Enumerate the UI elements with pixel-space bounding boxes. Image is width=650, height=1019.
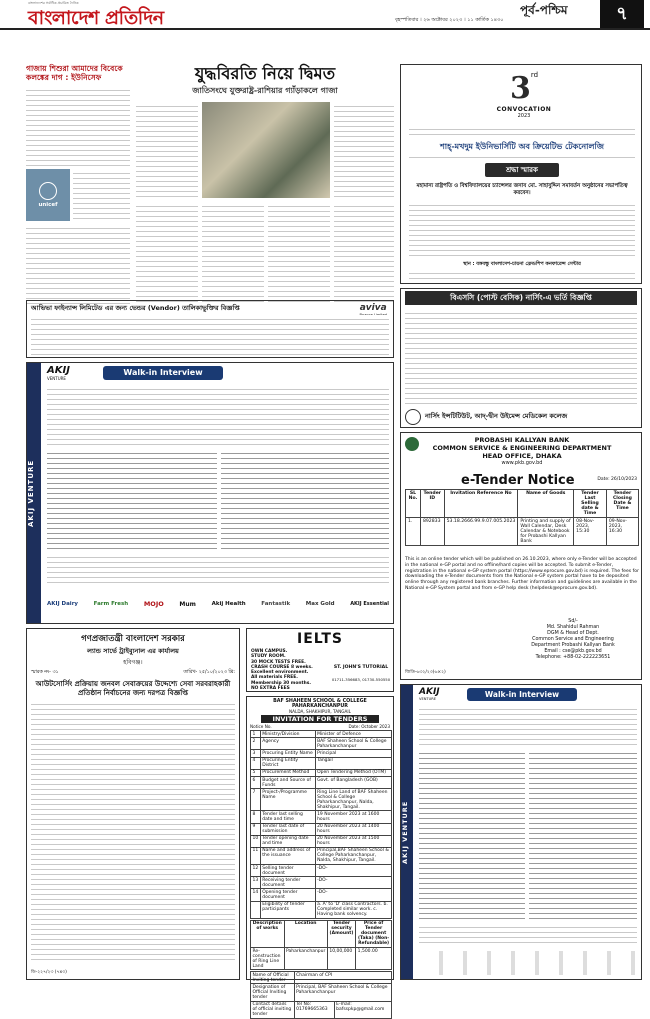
tender-address: NALDA, SHAKHIPUR, TANGAIL	[289, 709, 351, 714]
brand-logo: MOJO	[143, 600, 164, 608]
feature-item: Excellent environment.	[251, 670, 309, 676]
brand-logo-strip	[47, 589, 389, 619]
table-row: Eligibility of tender participants a. A' to 'D' class Contractors. b. Completed similar work. c. Having bank solvency.	[251, 901, 392, 918]
venue: স্থান : বঙ্গবন্ধু বাংলাদেশ-চায়না ফ্রেন্ডশিপ কনফারেন্স সেন্টার	[463, 261, 581, 267]
table-row: 13 Receiving tender document -DO-	[251, 877, 392, 889]
walk-in-badge: Walk-in Interview	[103, 366, 223, 380]
job-table	[47, 449, 217, 549]
memo-line: স্মারক নং- ৩১ তারিখ- ২৫/১০/২০২৩ খ্রি:	[31, 670, 235, 675]
convocation-emblem: 3rd CONVOCATION 2023	[496, 71, 552, 119]
aviva-logo: aviva	[359, 303, 387, 313]
table-row: 8 Tender last selling date and time 19 November 2023 at 1600 hours	[251, 811, 392, 823]
ad-text	[409, 269, 635, 279]
table-cell: 53.18.2666.99.9.07.005.2023	[444, 518, 518, 546]
table-row: 3 Procuring Entity Name Principal	[251, 750, 392, 757]
university-name: শাহ্-মখদুম ইউনিভার্সিটি অব ক্রিয়েটিভ টেকনোলজি	[440, 142, 604, 151]
bank-name: PROBASHI KALLYAN BANK	[474, 436, 570, 444]
table-cell: 1.	[406, 518, 421, 546]
ad-text	[31, 700, 235, 962]
table-row: 10 Tender opening date and time 20 November 2023 at 1500 hours	[251, 835, 392, 847]
job-table	[221, 449, 389, 549]
job-table	[419, 749, 525, 919]
land-survey-tender	[26, 628, 240, 980]
article-body	[202, 202, 264, 302]
bank-department: COMMON SERVICE & ENGINEERING DEPARTMENT	[432, 444, 612, 452]
ielts-ad	[246, 628, 394, 692]
unicef-photo	[26, 169, 70, 221]
feature-item: CRASH COURSE 8 weeks.	[251, 664, 313, 670]
institute-emblem-icon	[405, 409, 421, 425]
table-row: 7 Project-/Programme Name Ring Line Land of BAF Shaheen School & College Paharkanchanpur, Nalda, Shakhipur, Tangail.	[251, 789, 392, 811]
ad-text	[419, 705, 637, 745]
feature-item: STUDY ROOM.	[251, 654, 286, 660]
etender-title: e-Tender Notice	[461, 473, 575, 488]
table-row: Designation of Official Inviting tender Principal, BAF Shaheen School & College Paharkanchanpur	[251, 984, 392, 1001]
logo-tagline: বাংলাদেশের সর্বাধিক প্রচারিত দৈনিক	[28, 1, 79, 5]
tender-notice-line: Notice No. Date: October 2023	[250, 724, 390, 729]
table-header: Tender Closing Date & Time	[606, 490, 638, 518]
table-row: 2 Agency BAF Shaheen School & College Paharkanchanpur	[251, 738, 392, 750]
unicef-logo: unicef	[38, 202, 58, 208]
table-row: Name of Official Inviting tender Chairman of CPI	[251, 972, 392, 984]
lead-article	[136, 64, 394, 294]
brand-logo: Max Gold	[305, 601, 335, 607]
table-row: 4 Procuring Entity District Tangail	[251, 757, 392, 769]
feature-item: All materials FREE.	[251, 675, 298, 681]
article-body	[334, 102, 394, 198]
table-row: 6 Budget and Source of Funds Govt. of Bangladesh (GOB)	[251, 776, 392, 788]
feature-item: Membership 30 months.	[251, 680, 311, 686]
article-body	[136, 202, 198, 302]
ad-text	[419, 923, 637, 947]
unicef-article	[26, 64, 130, 294]
ielts-features	[251, 649, 327, 691]
baf-tender-notice	[246, 696, 394, 1018]
ad-text	[409, 125, 635, 139]
notice-date: Date: 26/10/2023	[597, 477, 637, 482]
table-cell: 08-Nov-2023, 15:30	[574, 518, 607, 546]
brand-logo: AKIJ Essential	[350, 601, 389, 607]
table-row: 14 Opening tender document -DO-	[251, 889, 392, 901]
tutorial-phone: 01711-356683, 01730-550550	[331, 677, 391, 682]
akij-walkin-ad-top	[26, 362, 394, 624]
table-row	[406, 518, 639, 546]
akij-side-label: AKIJ VENTURE	[401, 685, 413, 979]
brand-logo-strip	[419, 951, 637, 975]
lead-subheadline: জাতিসংঘে যুক্তরাষ্ট্র-রাশিয়ার গ্যাঁড়াকলে গাজা	[192, 86, 338, 95]
article-body	[268, 202, 330, 302]
gov-subtitle: ল্যান্ড সার্ভে ট্রাইব্যুনাল এর কার্যালয়	[87, 647, 179, 655]
akij-walkin-ad-bottom	[400, 684, 642, 980]
tutorial-name: ST. JOHN'S TUTORIAL	[333, 665, 389, 670]
job-table	[529, 749, 637, 919]
chief-guest-note: মহামান্য রাষ্ট্রপতি ও বিশ্ববিদ্যালয়ের চ্যান্সেলর জনাব মো. সাহাবুদ্দিন সমাবর্তন অনুষ্ঠানের সভাপতিত্ব করবেন।	[416, 183, 628, 196]
tender-title: INVITATION FOR TENDERS	[261, 715, 379, 723]
brand-logo: Akij Health	[211, 601, 246, 607]
bank-office: HEAD OFFICE, DHAKA	[482, 452, 562, 460]
table-row: Contact details of official inviting tender Tel No: 01769665363 E-mail: bafsspkp@gmail.com	[251, 1001, 392, 1018]
ad-text	[31, 315, 389, 355]
section-name: পূর্ব-পশ্চিম	[520, 3, 568, 17]
table-header: SL No.	[406, 490, 421, 518]
table-row: 11 Name and address of the issuance Principal,BAF Shaheen School & College Paharkanchanpur, Nalda, Shakhipur, Tangail.	[251, 847, 392, 864]
ad-text	[47, 385, 389, 445]
works-table: Description of works Location Tender security (Amount) Price of Tender document (Taka) (Non-Refundable) Re-construction of Ring Line Land Paharkanchanpur 10,00,000 1,500.00	[250, 920, 392, 970]
table-cell: 09-Nov-2023, 16:30	[606, 518, 638, 546]
brand-logo: Fantastik	[261, 601, 291, 607]
table-header: Invitation Reference No	[444, 490, 518, 518]
aviva-vendor-ad	[26, 300, 394, 358]
kallyan-etender-notice	[400, 432, 642, 680]
ielts-title: IELTS	[297, 631, 344, 647]
unicef-headline: গাজায় শিশুরা আমাদের বিবেকে কলঙ্কের দাগ : ইউনিসেফ	[26, 64, 123, 82]
etender-table	[405, 489, 639, 546]
feature-item: 30 MOCK TESTS FREE.	[251, 659, 306, 665]
lead-photo	[202, 102, 330, 198]
ad-text	[409, 153, 635, 159]
convocation-ad	[400, 64, 642, 284]
table-cell: Printing and supply of Wall Calendar, Desk Calendar & Notebook for Probashi Kallyan Bank	[518, 518, 574, 546]
tender-org: BAF SHAHEEN SCHOOL & COLLEGE PAHARKANCHANPUR	[273, 699, 367, 709]
ad-code: ডি-২২৭/২৩ (৭x৩)	[31, 970, 67, 975]
table-row: 1 Ministry/Division Minister of Defence	[251, 731, 392, 738]
akij-logo: AKIJ VENTURE	[47, 365, 70, 381]
table-row: 9 Tender last date of submission 20 November 2023 at 1400 hours	[251, 823, 392, 835]
table-cell: 892833	[420, 518, 444, 546]
feature-item: OWN CAMPUS.	[251, 649, 288, 654]
table-header: Tender Last Selling date & Time	[574, 490, 607, 518]
akij-logo: AKIJ VENTURE	[419, 687, 440, 701]
nursing-institute-name: নার্সিং ইন্সটিটিউট, আদ্-দ্বীন উইমেন্স মেডিকেল কলেজ	[425, 412, 568, 420]
akij-side-label: AKIJ VENTURE	[27, 363, 41, 623]
ad-text	[47, 553, 389, 583]
etender-body: This is an online tender which will be published on 26.10.2023, where only e-Tender will be accepted in the national e-GP portal and no offline/hard copies will be accepted. To submit e-Tender, registration in the national e-GP system portal (https://www.eprocure.gov.bd) is required. The fees for downloading the e-Tender documents from the National e-GP system portal have to be deposited online through any registered bank branches. Further information and guidelines are available in the National e-GP System portal and from e-GP help desk (helpdesk@eprocure.gov.bd).	[405, 557, 639, 591]
table-row: 12 Selling tender document -DO-	[251, 865, 392, 877]
tribute-banner: শ্রদ্ধা স্মারক	[485, 163, 559, 177]
ad-code: জিডি-৬৩২/২৩(৬×২)	[405, 670, 446, 675]
table-header: Tender ID	[420, 490, 444, 518]
unicef-globe-icon	[39, 182, 57, 200]
official-table	[250, 971, 392, 1019]
signature-block: Sd/- Md. Shahidul Rahman DGM & Head of Dept. Common Service and Engineering Department Probashi Kallyan Bank Email : cse@pkb.gov.bd Telephone: +88-02-222223651	[531, 619, 615, 660]
brand-logo: Farm Fresh	[93, 601, 129, 607]
article-body	[73, 169, 130, 221]
masthead	[0, 0, 650, 30]
ad-text	[405, 309, 637, 405]
table-header: Name of Goods	[518, 490, 574, 518]
gov-place: হবিগঞ্জ।	[123, 659, 143, 666]
issue-date: বৃহস্পতিবার । ২৬ অক্টোবর ২০২৩ । ১১ কার্তিক ১৪৩০	[395, 17, 504, 23]
article-body	[26, 86, 130, 166]
feature-item: NO EXTRA FEES	[251, 686, 290, 692]
aviva-headline: আভিভা ফাইন্যান্স লিমিটেড এর জন্য ভেন্ডর (Vendor) তালিকাভুক্তির বিজ্ঞপ্তি	[31, 304, 240, 312]
lead-headline: যুদ্ধবিরতি নিয়ে দ্বিমত	[194, 64, 336, 83]
page-number: ৭	[600, 0, 644, 28]
gov-title: গণপ্রজাতন্ত্রী বাংলাদেশ সরকার	[81, 634, 185, 644]
article-body	[334, 202, 394, 302]
newspaper-logo: বাংলাদেশ প্রতিদিন	[28, 7, 164, 29]
article-body	[26, 224, 130, 304]
article-body	[136, 102, 198, 198]
nursing-admission-ad	[400, 288, 642, 428]
tender-table	[250, 730, 392, 919]
walk-in-badge: Walk-in Interview	[467, 688, 577, 701]
brand-logo: Mum	[179, 600, 196, 608]
gov-headline: আউটসোর্সিং প্রক্রিয়ায় জনবল সেবাক্রয়ের উদ্দেশ্যে সেবা সরবরাহকারী প্রতিষ্ঠান নির্বাচনের জন্য দরপত্র বিজ্ঞপ্তি	[35, 680, 231, 697]
nursing-headline: বিএসসি (পোস্ট বেসিক) নার্সিং-এ ভর্তি বিজ্ঞপ্তি	[405, 291, 637, 305]
table-row: Re-construction of Ring Line Land Paharkanchanpur 10,00,000 1,500.00	[251, 948, 392, 970]
table-row: 5 Procurement Method Open Tendering Method (OTM)	[251, 769, 392, 776]
brand-logo: AKIJ Dairy	[47, 601, 78, 607]
bank-website: www.pkb.gov.bd	[501, 460, 543, 466]
ad-text	[409, 201, 635, 257]
